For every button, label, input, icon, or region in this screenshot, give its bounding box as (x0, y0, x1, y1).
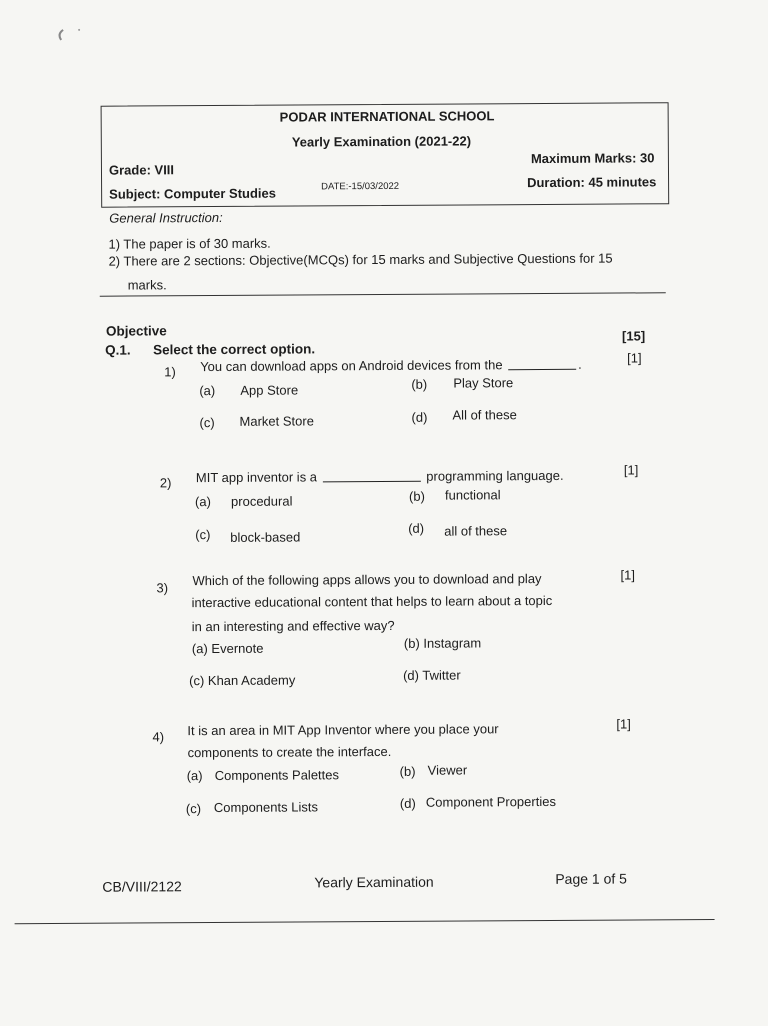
question-text-line: interactive educational content that helps to learn about a topic (191, 592, 553, 611)
answer-blank (323, 481, 421, 483)
instructions-divider (100, 292, 666, 296)
instruction-item: 1) The paper is of 30 marks. (108, 235, 271, 252)
question-text-line: components to create the interface. (187, 743, 392, 761)
footer-title: Yearly Examination (314, 873, 434, 891)
question-instruction: Select the correct option. (153, 341, 316, 358)
option-label: (b) (408, 488, 425, 504)
instruction-item: marks. (127, 277, 167, 293)
option-label: (b) (399, 763, 416, 779)
subject-label: Subject: Computer Studies (109, 185, 277, 202)
section-marks: [15] (621, 328, 646, 344)
question-marks: [1] (627, 350, 642, 366)
question-number: 1) (164, 364, 176, 380)
option-label: (d) (411, 409, 428, 425)
question-number: 4) (152, 729, 165, 745)
option-text: All of these (452, 407, 517, 423)
option-label: (a) (186, 768, 203, 784)
option-text: Viewer (427, 762, 468, 778)
option-label: (d) (399, 795, 416, 811)
duration-label: Duration: 45 minutes (527, 174, 657, 191)
instructions-heading: General Instruction: (109, 209, 223, 226)
max-marks-label: Maximum Marks: 30 (530, 150, 655, 167)
paper-code: CB/VIII/2122 (102, 878, 182, 895)
option-label: (c) (195, 527, 211, 543)
exam-date: DATE:-15/03/2022 (321, 180, 400, 193)
option-text: block-based (230, 529, 301, 545)
option-label: (a) (194, 494, 211, 510)
option-label: (b) (411, 376, 428, 392)
option-text: (d) Twitter (403, 667, 461, 683)
option-label: (d) (408, 520, 425, 536)
option-text: Components Lists (213, 799, 318, 816)
option-text: (c) Khan Academy (189, 672, 296, 689)
option-text: all of these (444, 523, 508, 539)
question-text: You can download apps on Android devices from the . (200, 356, 582, 375)
question-text-line: It is an area in MIT App Inventor where you place your (187, 721, 499, 739)
option-text: Market Store (239, 413, 314, 429)
exam-title: Yearly Examination (2021-22) (291, 133, 472, 150)
question-text: MIT app inventor is a programming language. (195, 467, 564, 486)
question-number: 3) (156, 580, 169, 596)
option-text: App Store (240, 382, 299, 398)
option-label: (c) (185, 801, 202, 817)
school-name: PODAR INTERNATIONAL SCHOOL (279, 108, 495, 125)
grade-label: Grade: VIII (108, 162, 175, 178)
instruction-item: 2) There are 2 sections: Objective(MCQs) for 15 marks and Subjective Questions for 15 (108, 250, 613, 269)
question-number: 2) (159, 475, 172, 491)
question-text-line: in an interesting and effective way? (191, 617, 395, 635)
page-number: Page 1 of 5 (555, 870, 627, 887)
footer-divider (15, 919, 715, 924)
option-text: functional (444, 487, 501, 503)
question-marks: [1] (616, 716, 631, 732)
question-label: Q.1. (105, 342, 131, 358)
option-text: Component Properties (425, 793, 556, 810)
question-text-line: Which of the following apps allows you to download and play (192, 571, 542, 589)
option-label: (c) (199, 415, 215, 431)
option-label: (a) (199, 383, 216, 399)
section-title: Objective (105, 323, 167, 339)
answer-blank (508, 369, 576, 370)
option-text: Play Store (453, 375, 514, 391)
option-text: Components Palettes (214, 767, 340, 784)
option-text: (b) Instagram (403, 635, 482, 651)
question-marks: [1] (620, 567, 635, 583)
pen-scribble-mark (55, 24, 85, 48)
option-text: (a) Evernote (191, 640, 264, 657)
option-text: procedural (230, 493, 293, 509)
question-marks: [1] (623, 462, 639, 478)
